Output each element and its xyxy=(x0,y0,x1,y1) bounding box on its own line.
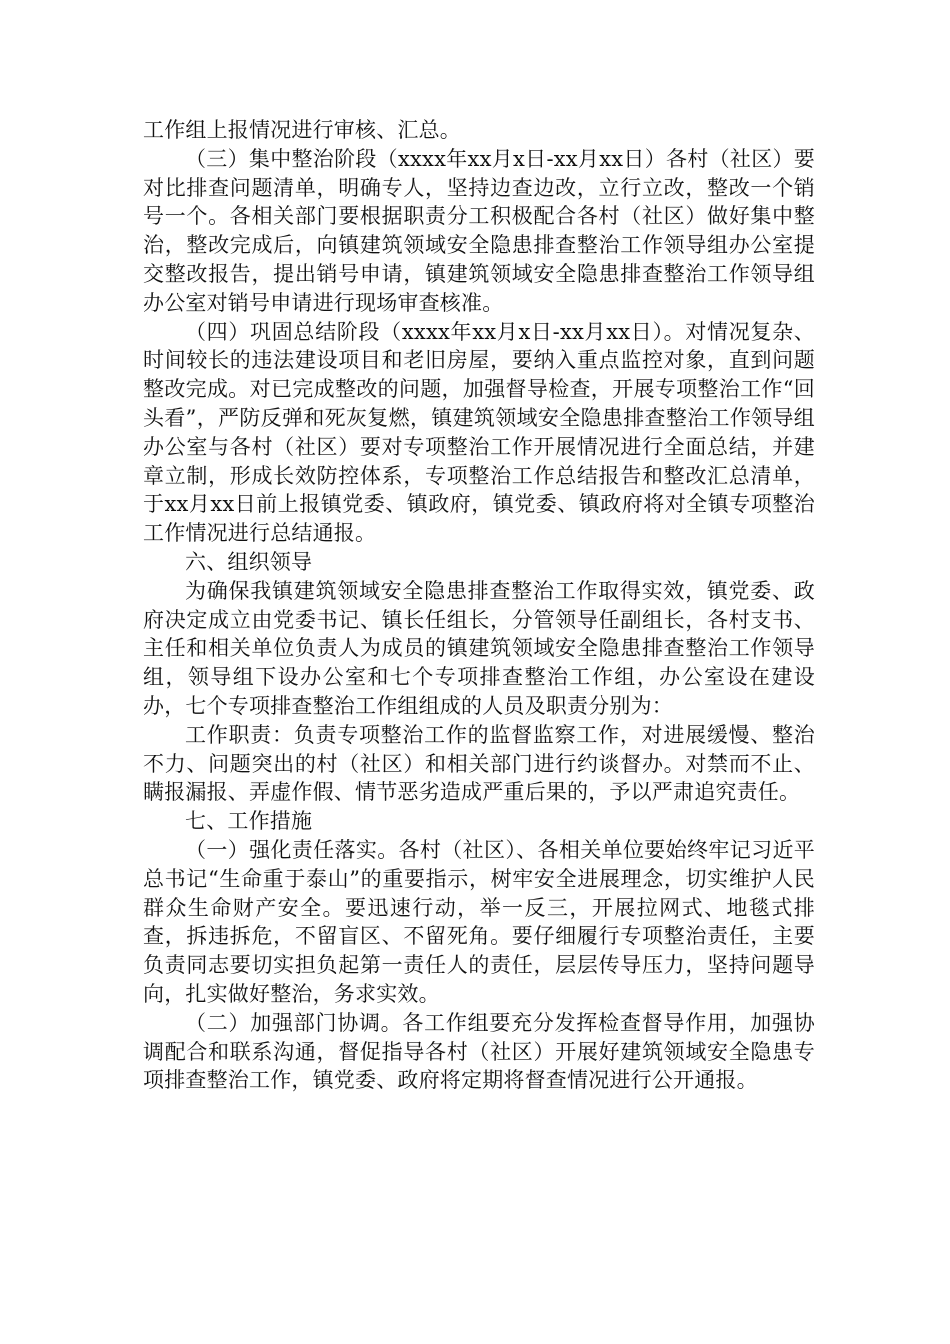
paragraph-stage-three: （三）集中整治阶段（xxxx年xx月x日-xx月xx日）各村（社区）要对比排查问题清单，明确专人，坚持边查边改，立行立改，整改一个销号一个。各相关部门要根据职责分工积极配合各村（社区）做好集中整治，整改完成后，向镇建筑领域安全隐患排查整治工作领导组办公室提交整改报告，提出销号申请，镇建筑领域安全隐患排查整治工作领导组办公室对销号申请进行现场审查核准。 xyxy=(143,146,815,315)
section-heading-organization: 六、组织领导 xyxy=(185,549,313,574)
paragraph-organization: 为确保我镇建筑领域安全隐患排查整治工作取得实效，镇党委、政府决定成立由党委书记、镇长任组长，分管领导任副组长，各村支书、主任和相关单位负责人为成员的镇建筑领域安全隐患排查整治工作领导组，领导组下设办公室和七个专项排查整治工作组，办公室设在建设办，七个专项排查整治工作组组成的人员及职责分别为： xyxy=(143,578,815,718)
paragraph-measure-two: （二）加强部门协调。各工作组要充分发挥检查督导作用，加强协调配合和联系沟通，督促指导各村（社区）开展好建筑领域安全隐患专项排查整治工作，镇党委、政府将定期将督查情况进行公开通报。 xyxy=(143,1010,815,1093)
section-heading-measures: 七、工作措施 xyxy=(185,809,313,834)
document-body xyxy=(143,116,815,1095)
continuation-paragraph: 工作组上报情况进行审核、汇总。 xyxy=(143,118,461,142)
paragraph-measure-one: （一）强化责任落实。各村（社区）、各相关单位要始终牢记习近平总书记“生命重于泰山”的重要指示，树牢安全进展理念，切实维护人民群众生命财产安全。要迅速行动，举一反三，开展拉网式、地毯式排查，拆违拆危，不留盲区、不留死角。要仔细履行专项整治责任，主要负责同志要切实担负起第一责任人的责任，层层传导压力，坚持问题导向，扎实做好整治，务求实效。 xyxy=(143,837,815,1006)
paragraph-stage-four: （四）巩固总结阶段（xxxx年xx月x日-xx月xx日）。对情况复杂、时间较长的违法建设项目和老旧房屋，要纳入重点监控对象，直到问题整改完成。对已完成整改的问题，加强督导检查，开展专项整治工作“回头看”，严防反弹和死灰复燃，镇建筑领域安全隐患排查整治工作领导组办公室与各村（社区）要对专项整治工作开展情况进行全面总结，并建章立制，形成长效防控体系，专项整治工作总结报告和整改汇总清单，于xx月xx日前上报镇党委、镇政府，镇党委、镇政府将对全镇专项整治工作情况进行总结通报。 xyxy=(143,319,815,546)
paragraph-duties: 工作职责：负责专项整治工作的监督监察工作，对进展缓慢、整治不力、问题突出的村（社区）和相关部门进行约谈督办。对禁而不止、瞒报漏报、弄虚作假、情节恶劣造成严重后果的，予以严肃追究责任。 xyxy=(143,722,815,805)
